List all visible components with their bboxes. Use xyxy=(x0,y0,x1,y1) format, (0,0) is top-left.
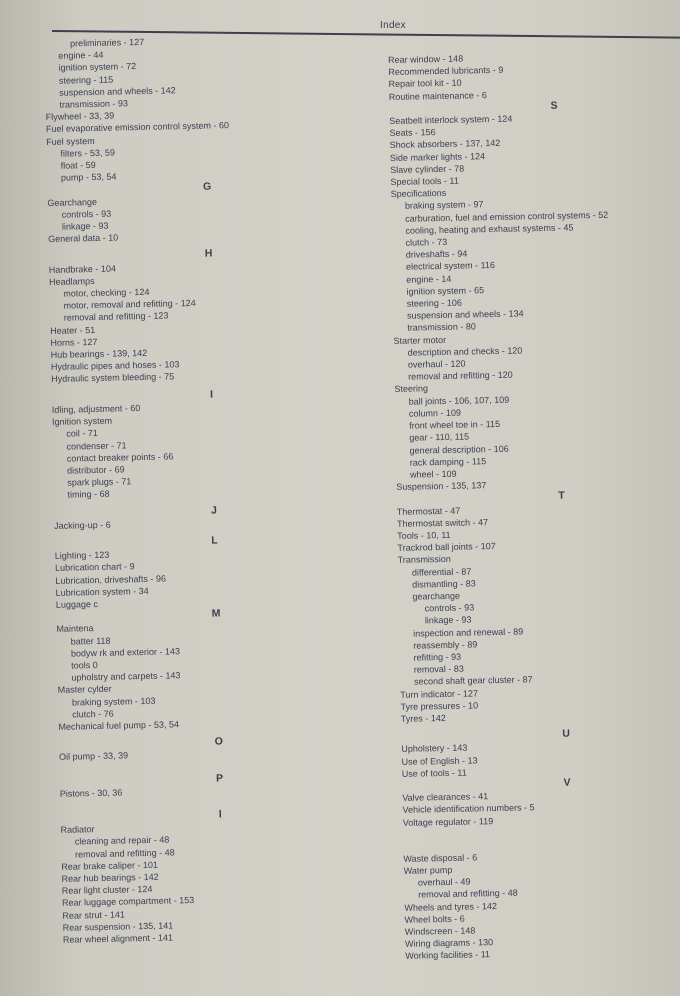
index-entry: Pistons - 30, 36 xyxy=(59,787,123,799)
index-entry: Starter motor xyxy=(393,334,447,346)
group-m xyxy=(56,618,298,733)
index-entry: overhaul - 120 xyxy=(407,358,466,370)
index-entry: Rear suspension - 135, 141 xyxy=(62,920,174,933)
index-entry: driveshafts - 94 xyxy=(405,248,468,260)
index-entry: steering - 115 xyxy=(58,74,114,86)
section-letter-t: T xyxy=(558,490,565,503)
index-entry: Wheel bolts - 6 xyxy=(404,913,465,925)
index-entry: Seatbelt interlock system - 124 xyxy=(389,113,513,127)
index-entry: Lubrication chart - 9 xyxy=(55,561,135,574)
index-entry: Rear hub bearings - 142 xyxy=(61,871,159,884)
index-entry: Use of tools - 11 xyxy=(401,767,467,779)
section-letter-p: P xyxy=(215,771,224,785)
index-entry: Idling, adjustment - 60 xyxy=(51,402,141,415)
index-entry: Vehicle identification numbers - 5 xyxy=(402,802,535,816)
index-entry: Specifications xyxy=(390,188,447,200)
index-entry: float - 59 xyxy=(60,159,96,171)
index-entry: Water pump xyxy=(403,864,453,876)
index-entry: wheel - 109 xyxy=(409,468,457,480)
index-entry: upholstry and carpets - 143 xyxy=(71,670,181,683)
index-entry: Maintena xyxy=(56,623,94,635)
index-entry: Jacking-up - 6 xyxy=(54,519,111,531)
index-entry: cleaning and repair - 48 xyxy=(74,834,170,847)
group-r-continued xyxy=(388,48,679,102)
index-entry: differential - 87 xyxy=(411,566,472,578)
index-entry: cooling, heating and exhaust systems - 45 xyxy=(405,222,574,236)
index-entry: Tools - 10, 11 xyxy=(397,529,451,541)
index-entry: Rear wheel alignment - 141 xyxy=(62,932,174,945)
section-letter-i: I xyxy=(209,388,214,401)
page-title: Index xyxy=(380,20,406,31)
group-v xyxy=(402,786,680,828)
index-entry: batter 118 xyxy=(70,635,111,647)
index-entry: Tyre pressures - 10 xyxy=(400,700,479,712)
index-entry: bodyw rk and exterior - 143 xyxy=(70,646,181,659)
section-letter-o: O xyxy=(214,735,223,748)
index-entry: Recommended lubricants - 9 xyxy=(388,64,504,78)
index-entry: removal and refitting - 123 xyxy=(63,310,169,324)
index-entry: Rear window - 148 xyxy=(388,53,464,65)
index-entry: motor, removal and refitting - 124 xyxy=(63,298,196,311)
index-entry: controls - 93 xyxy=(424,602,475,614)
right-column xyxy=(388,48,680,962)
index-entry: Repair tool kit - 10 xyxy=(388,77,462,90)
section-letter-g: G xyxy=(202,180,212,194)
section-letter-r: l xyxy=(218,808,222,821)
index-entry: Handbrake - 104 xyxy=(48,263,116,275)
index-entry: transmission - 93 xyxy=(59,98,129,110)
index-entry: timing - 68 xyxy=(67,489,110,500)
index-entry: Steering xyxy=(394,383,429,395)
index-entry: ignition system - 65 xyxy=(406,285,485,297)
index-entry: Gearchange xyxy=(47,196,98,208)
index-entry: Thermostat switch - 47 xyxy=(396,516,489,529)
index-entry: Radiator xyxy=(60,824,95,836)
index-entry: Shock absorbers - 137, 142 xyxy=(389,138,501,151)
index-entry: column - 109 xyxy=(408,407,462,419)
index-entry: Routine maintenance - 6 xyxy=(388,89,487,102)
index-entry: tools 0 xyxy=(71,659,98,671)
index-entry: Wiring diagrams - 130 xyxy=(404,937,494,950)
index-entry: Upholstery - 143 xyxy=(401,742,468,755)
index-entry: Horns - 127 xyxy=(50,336,98,348)
group-r xyxy=(60,819,303,946)
group-f-continued xyxy=(44,33,287,184)
index-entry: Wheels and tyres - 142 xyxy=(404,900,498,913)
index-entry: rack damping - 115 xyxy=(409,455,487,468)
index-entry: engine - 14 xyxy=(406,273,452,285)
index-entry: Thermostat - 47 xyxy=(396,505,461,517)
group-u xyxy=(401,738,680,780)
index-entry: transmission - 80 xyxy=(407,321,476,334)
index-entry: distributor - 69 xyxy=(66,464,125,476)
index-entry: condenser - 71 xyxy=(66,439,127,452)
index-entry: Working facilities - 11 xyxy=(405,949,491,962)
index-entry: front wheel toe in - 115 xyxy=(409,419,501,431)
index-entry: Suspension - 135, 137 xyxy=(396,480,487,493)
index-entry: linkage - 93 xyxy=(424,614,472,626)
left-column xyxy=(44,33,303,946)
section-letter-l: L xyxy=(211,534,218,547)
index-entry: Mechanical fuel pump - 53, 54 xyxy=(58,719,180,732)
index-entry: second shaft gear cluster - 87 xyxy=(413,674,533,687)
index-entry: removal and refitting - 48 xyxy=(74,847,175,860)
index-entry: Rear strut - 141 xyxy=(62,909,126,921)
index-entry: overhaul - 49 xyxy=(417,876,471,888)
index-entry: Rear luggage compartment - 153 xyxy=(62,895,195,909)
index-entry: ignition system - 72 xyxy=(58,61,137,74)
index-entry: general description - 106 xyxy=(409,443,509,456)
index-entry: removal - 83 xyxy=(413,663,464,675)
index-entry: description and checks - 120 xyxy=(407,345,523,358)
index-entry: Heater - 51 xyxy=(50,324,96,336)
index-entry: ball joints - 106, 107, 109 xyxy=(408,394,510,407)
index-entry: Rear light cluster - 124 xyxy=(61,884,153,897)
index-entry: dismantling - 83 xyxy=(412,578,476,590)
index-entry: Transmission xyxy=(397,554,451,566)
index-entry: filters - 53, 59 xyxy=(60,147,116,159)
section-letter-h: H xyxy=(204,247,213,261)
index-entry: carburation, fuel and emission control systems - 52 xyxy=(405,209,609,224)
index-entry: motor, checking - 124 xyxy=(63,286,150,299)
index-entry: preliminaries - 127 xyxy=(70,36,145,49)
group-s xyxy=(389,109,680,493)
index-entry: Ignition system xyxy=(51,415,113,428)
section-letter-m: M xyxy=(211,607,221,620)
group-h xyxy=(49,259,292,386)
index-entry: inspection and renewal - 89 xyxy=(413,626,524,639)
index-entry: Lighting - 123 xyxy=(54,549,110,562)
index-entry: Fuel evaporative emission control system - 60 xyxy=(45,120,230,135)
index-entry: Special tools - 11 xyxy=(390,175,459,188)
index-entry: reassembly - 89 xyxy=(413,639,478,651)
group-t xyxy=(397,500,680,725)
group-w xyxy=(403,847,680,962)
index-entry: Hub bearings - 139, 142 xyxy=(50,347,148,361)
index-entry: clutch - 73 xyxy=(405,236,448,248)
index-entry: Rear brake caliper - 101 xyxy=(61,859,159,872)
index-entry: Seats - 156 xyxy=(389,127,436,139)
group-i xyxy=(52,399,294,502)
index-entry: Hydraulic pipes and hoses - 103 xyxy=(50,359,180,373)
index-entry: Valve clearances - 41 xyxy=(402,791,489,804)
index-entry: contact breaker points - 66 xyxy=(66,451,174,464)
index-entry: Windscreen - 148 xyxy=(404,925,476,937)
index-entry: Hydraulic system bleeding - 75 xyxy=(51,371,175,385)
index-entry: Flywheel - 33, 39 xyxy=(45,110,115,123)
index-entry: Luggage c xyxy=(55,598,99,610)
index-entry: braking system - 97 xyxy=(404,199,484,212)
index-entry: pump - 53, 54 xyxy=(60,171,117,183)
index-entry: Headlamps xyxy=(49,275,95,287)
index-entry: steering - 106 xyxy=(406,297,462,309)
index-entry: gear - 110, 115 xyxy=(409,431,470,443)
section-letter-u: U xyxy=(562,727,570,740)
index-entry: gearchange xyxy=(412,590,461,602)
index-entry: Turn indicator - 127 xyxy=(400,687,479,700)
section-letter-j: J xyxy=(210,504,217,517)
index-entry: Fuel system xyxy=(46,135,95,147)
index-entry: braking system - 103 xyxy=(71,695,156,708)
index-entry: Voltage regulator - 119 xyxy=(402,815,494,828)
index-entry: Tyres - 142 xyxy=(400,712,446,724)
index-entry: Slave cylinder - 78 xyxy=(390,163,465,175)
index-entry: refitting - 93 xyxy=(413,651,462,663)
index-entry: linkage - 93 xyxy=(61,220,109,232)
index-entry: coil - 71 xyxy=(66,428,98,439)
index-entry: Trackrod ball joints - 107 xyxy=(397,541,496,554)
index-entry: Master cylder xyxy=(57,684,112,696)
group-g xyxy=(47,192,288,246)
index-entry: clutch - 76 xyxy=(72,708,114,720)
section-letter-v: V xyxy=(563,776,571,789)
index-entry: Use of English - 13 xyxy=(401,754,478,767)
index-entry: Lubrication system - 34 xyxy=(55,585,149,598)
index-entry: removal and refitting - 120 xyxy=(408,369,513,382)
index-entry: General data - 10 xyxy=(48,232,119,245)
index-entry: suspension and wheels - 142 xyxy=(59,85,176,98)
index-entry: Lubrication, driveshafts - 96 xyxy=(55,573,167,586)
section-letter-s: S xyxy=(550,99,558,112)
index-entry: engine - 44 xyxy=(58,49,104,61)
index-entry: Oil pump - 33, 39 xyxy=(58,750,129,763)
group-l xyxy=(55,545,296,611)
index-entry: controls - 93 xyxy=(61,208,112,220)
index-entry: Waste disposal - 6 xyxy=(403,852,478,864)
index-entry: spark plugs - 71 xyxy=(67,476,132,488)
index-entry: electrical system - 116 xyxy=(405,260,496,273)
index-entry: suspension and wheels - 134 xyxy=(406,308,524,321)
index-entry: removal and refitting - 48 xyxy=(418,888,518,900)
index-entry: Side marker lights - 124 xyxy=(389,150,486,163)
